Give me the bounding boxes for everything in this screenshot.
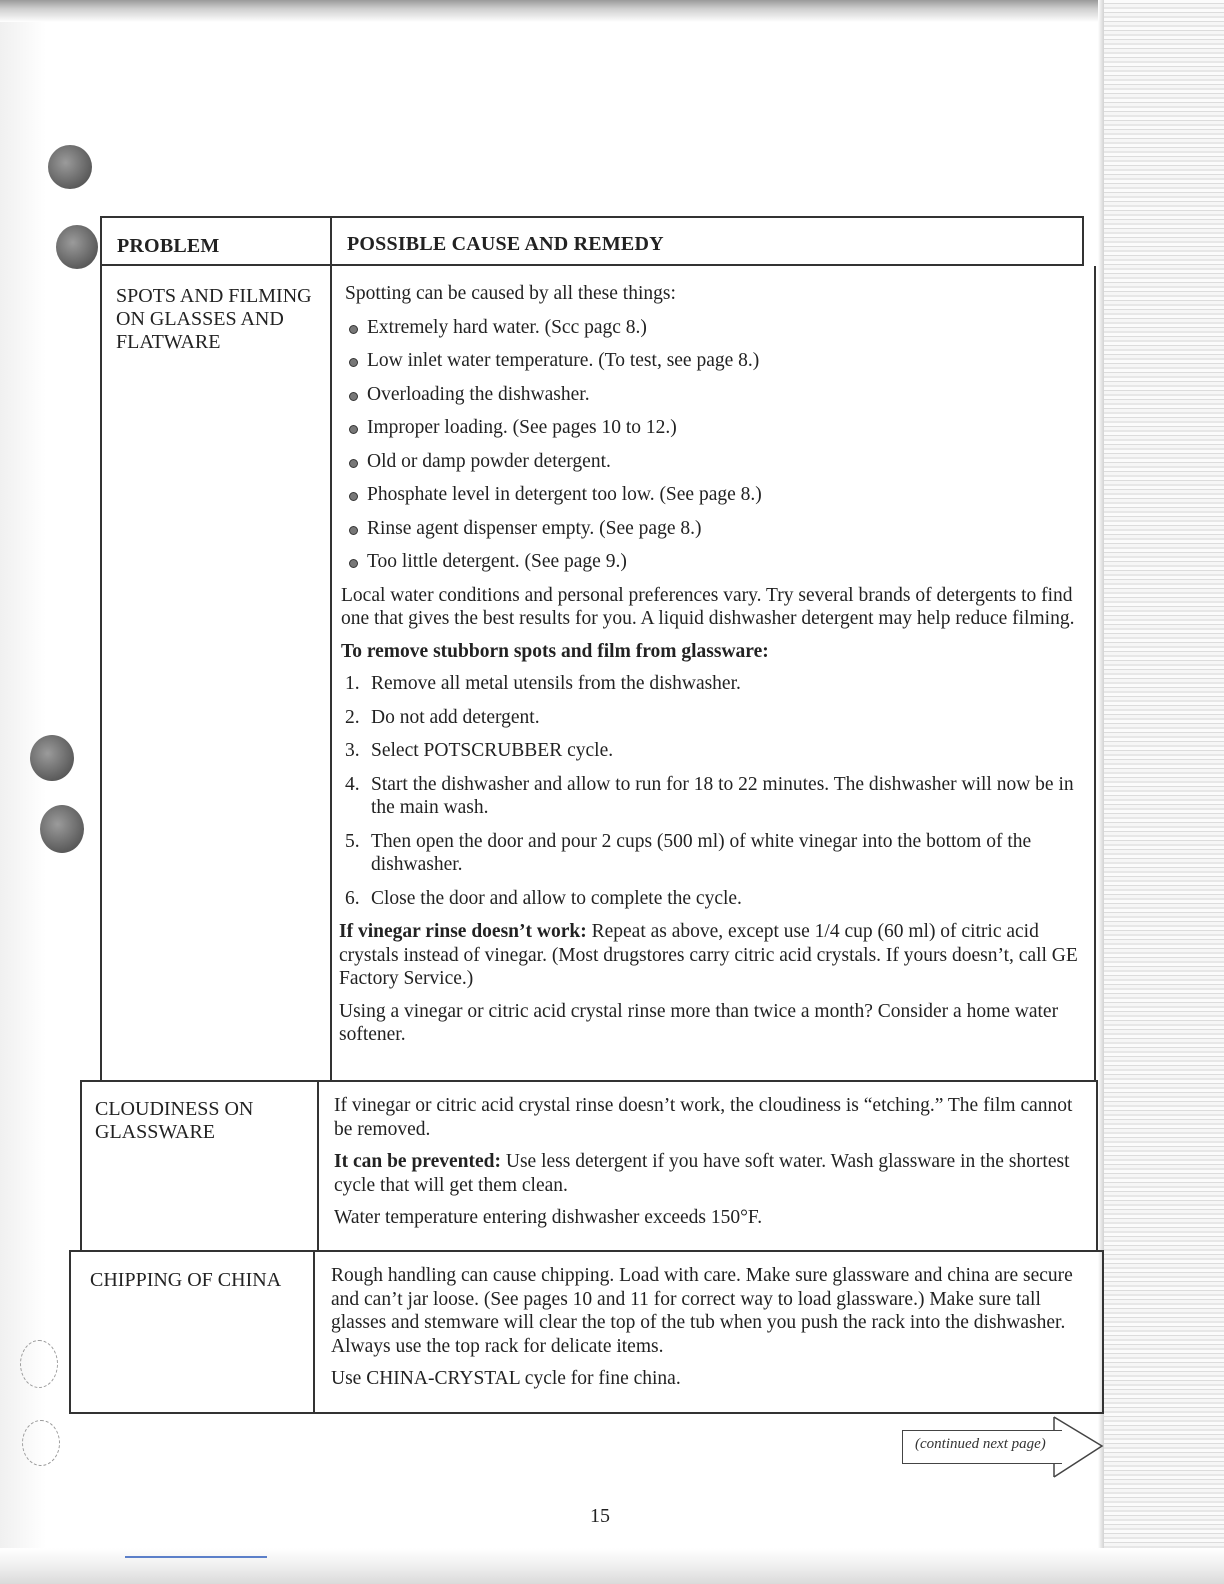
problem-spots-filming: SPOTS AND FILMING ON GLASSES AND FLATWARE bbox=[116, 285, 312, 353]
list-item: Old or damp powder detergent. bbox=[345, 450, 1080, 474]
list-item: Extremely hard water. (Scc pagc 8.) bbox=[345, 316, 1080, 340]
list-item: 6. Close the door and allow to complete the cycle. bbox=[345, 887, 742, 909]
binder-hole-outline-1 bbox=[20, 1340, 58, 1388]
binder-hole-1 bbox=[48, 145, 92, 189]
problem-column-header: PROBLEM bbox=[117, 235, 220, 257]
list-item: 3. Select POTSCRUBBER cycle. bbox=[345, 740, 614, 761]
list-item: Rinse agent dispenser empty. (See page 8.) bbox=[345, 517, 1080, 541]
list-item: 4. Start the dishwasher and allow to run for 18 to 22 minutes. The dishwasher will now be in the main wash. bbox=[345, 773, 1074, 818]
scan-bottom-edge bbox=[0, 1548, 1224, 1584]
list-item: Low inlet water temperature. (To test, see page 8.) bbox=[345, 349, 1080, 373]
list-item: Too little detergent. (See page 9.) bbox=[345, 550, 1080, 574]
binder-hole-2 bbox=[56, 225, 98, 269]
binder-hole-3 bbox=[30, 735, 74, 781]
rough-handling-note: Rough handling can cause chipping. Load with care. Make sure glassware and china are secure and can’t jar loose. (See pages 10 and 11 for correct way to load glassware.) Make sure tall glasses and stemware will clear the top of the tub when you push the rack into the dishwasher. Always use the top rack for delicate items. bbox=[331, 1265, 1073, 1357]
continued-next-page-label: (continued next page) bbox=[915, 1436, 1046, 1452]
row1-column-divider bbox=[330, 266, 332, 1082]
list-item: Phosphate level in detergent too low. (See page 8.) bbox=[345, 483, 1080, 507]
problem-cloudiness: CLOUDINESS ON GLASSWARE bbox=[95, 1098, 254, 1143]
binder-hole-4 bbox=[40, 805, 84, 853]
header-column-divider bbox=[330, 216, 332, 266]
water-conditions-note: Local water conditions and personal preferences vary. Try several brands of detergents to find one that gives the best results for you. A liquid dishwasher detergent may help reduce filming. bbox=[341, 584, 1075, 629]
etching-note: If vinegar or citric acid crystal rinse doesn’t work, the cloudiness is “etching.” The film cannot be removed. bbox=[334, 1095, 1073, 1140]
list-item: Improper loading. (See pages 10 to 12.) bbox=[345, 416, 1080, 440]
footer-mark bbox=[125, 1556, 267, 1558]
water-softener-note: Using a vinegar or citric acid crystal rinse more than twice a month? Consider a home water softener. bbox=[339, 1000, 1059, 1045]
water-temperature-note: Water temperature entering dishwasher exceeds 150°F. bbox=[334, 1207, 763, 1228]
spotting-intro: Spotting can be caused by all these things: bbox=[345, 283, 676, 304]
scan-right-margin bbox=[1104, 0, 1224, 1584]
remedy-chipping bbox=[331, 1264, 1091, 1400]
list-item: 5. Then open the door and pour 2 cups (500 ml) of white vinegar into the bottom of the dishwasher. bbox=[345, 830, 1032, 875]
remedy-column-header: POSSIBLE CAUSE AND REMEDY bbox=[347, 233, 664, 255]
row2-column-divider bbox=[317, 1080, 319, 1252]
vinegar-alternative: If vinegar rinse doesn’t work: Repeat as above, except use 1/4 cup (60 ml) of citric acid crystals instead of vinegar. (Most drugstores carry citric acid crystals. If yours doesn’t, call GE Factory Service.) bbox=[339, 921, 1078, 989]
arrow-right-icon bbox=[1050, 1413, 1110, 1481]
stubborn-spots-heading: To remove stubborn spots and film from glassware: bbox=[341, 640, 769, 662]
china-crystal-note: Use CHINA-CRYSTAL cycle for fine china. bbox=[331, 1368, 681, 1389]
remedy-spots-filming bbox=[339, 282, 1080, 1056]
problem-chipping: CHIPPING OF CHINA bbox=[90, 1269, 282, 1291]
scan-top-edge bbox=[0, 0, 1224, 22]
remedy-cloudiness bbox=[334, 1094, 1084, 1239]
row3-column-divider bbox=[313, 1250, 315, 1414]
list-item: 1. Remove all metal utensils from the dishwasher. bbox=[345, 673, 741, 694]
prevention-note: It can be prevented: Use less detergent if you have soft water. Wash glassware in the shortest cycle that will get them clean. bbox=[334, 1151, 1070, 1196]
binder-hole-outline-2 bbox=[22, 1420, 60, 1466]
list-item: Overloading the dishwasher. bbox=[345, 383, 1080, 407]
list-item: 2. Do not add detergent. bbox=[345, 706, 540, 728]
page-number: 15 bbox=[590, 1505, 610, 1527]
